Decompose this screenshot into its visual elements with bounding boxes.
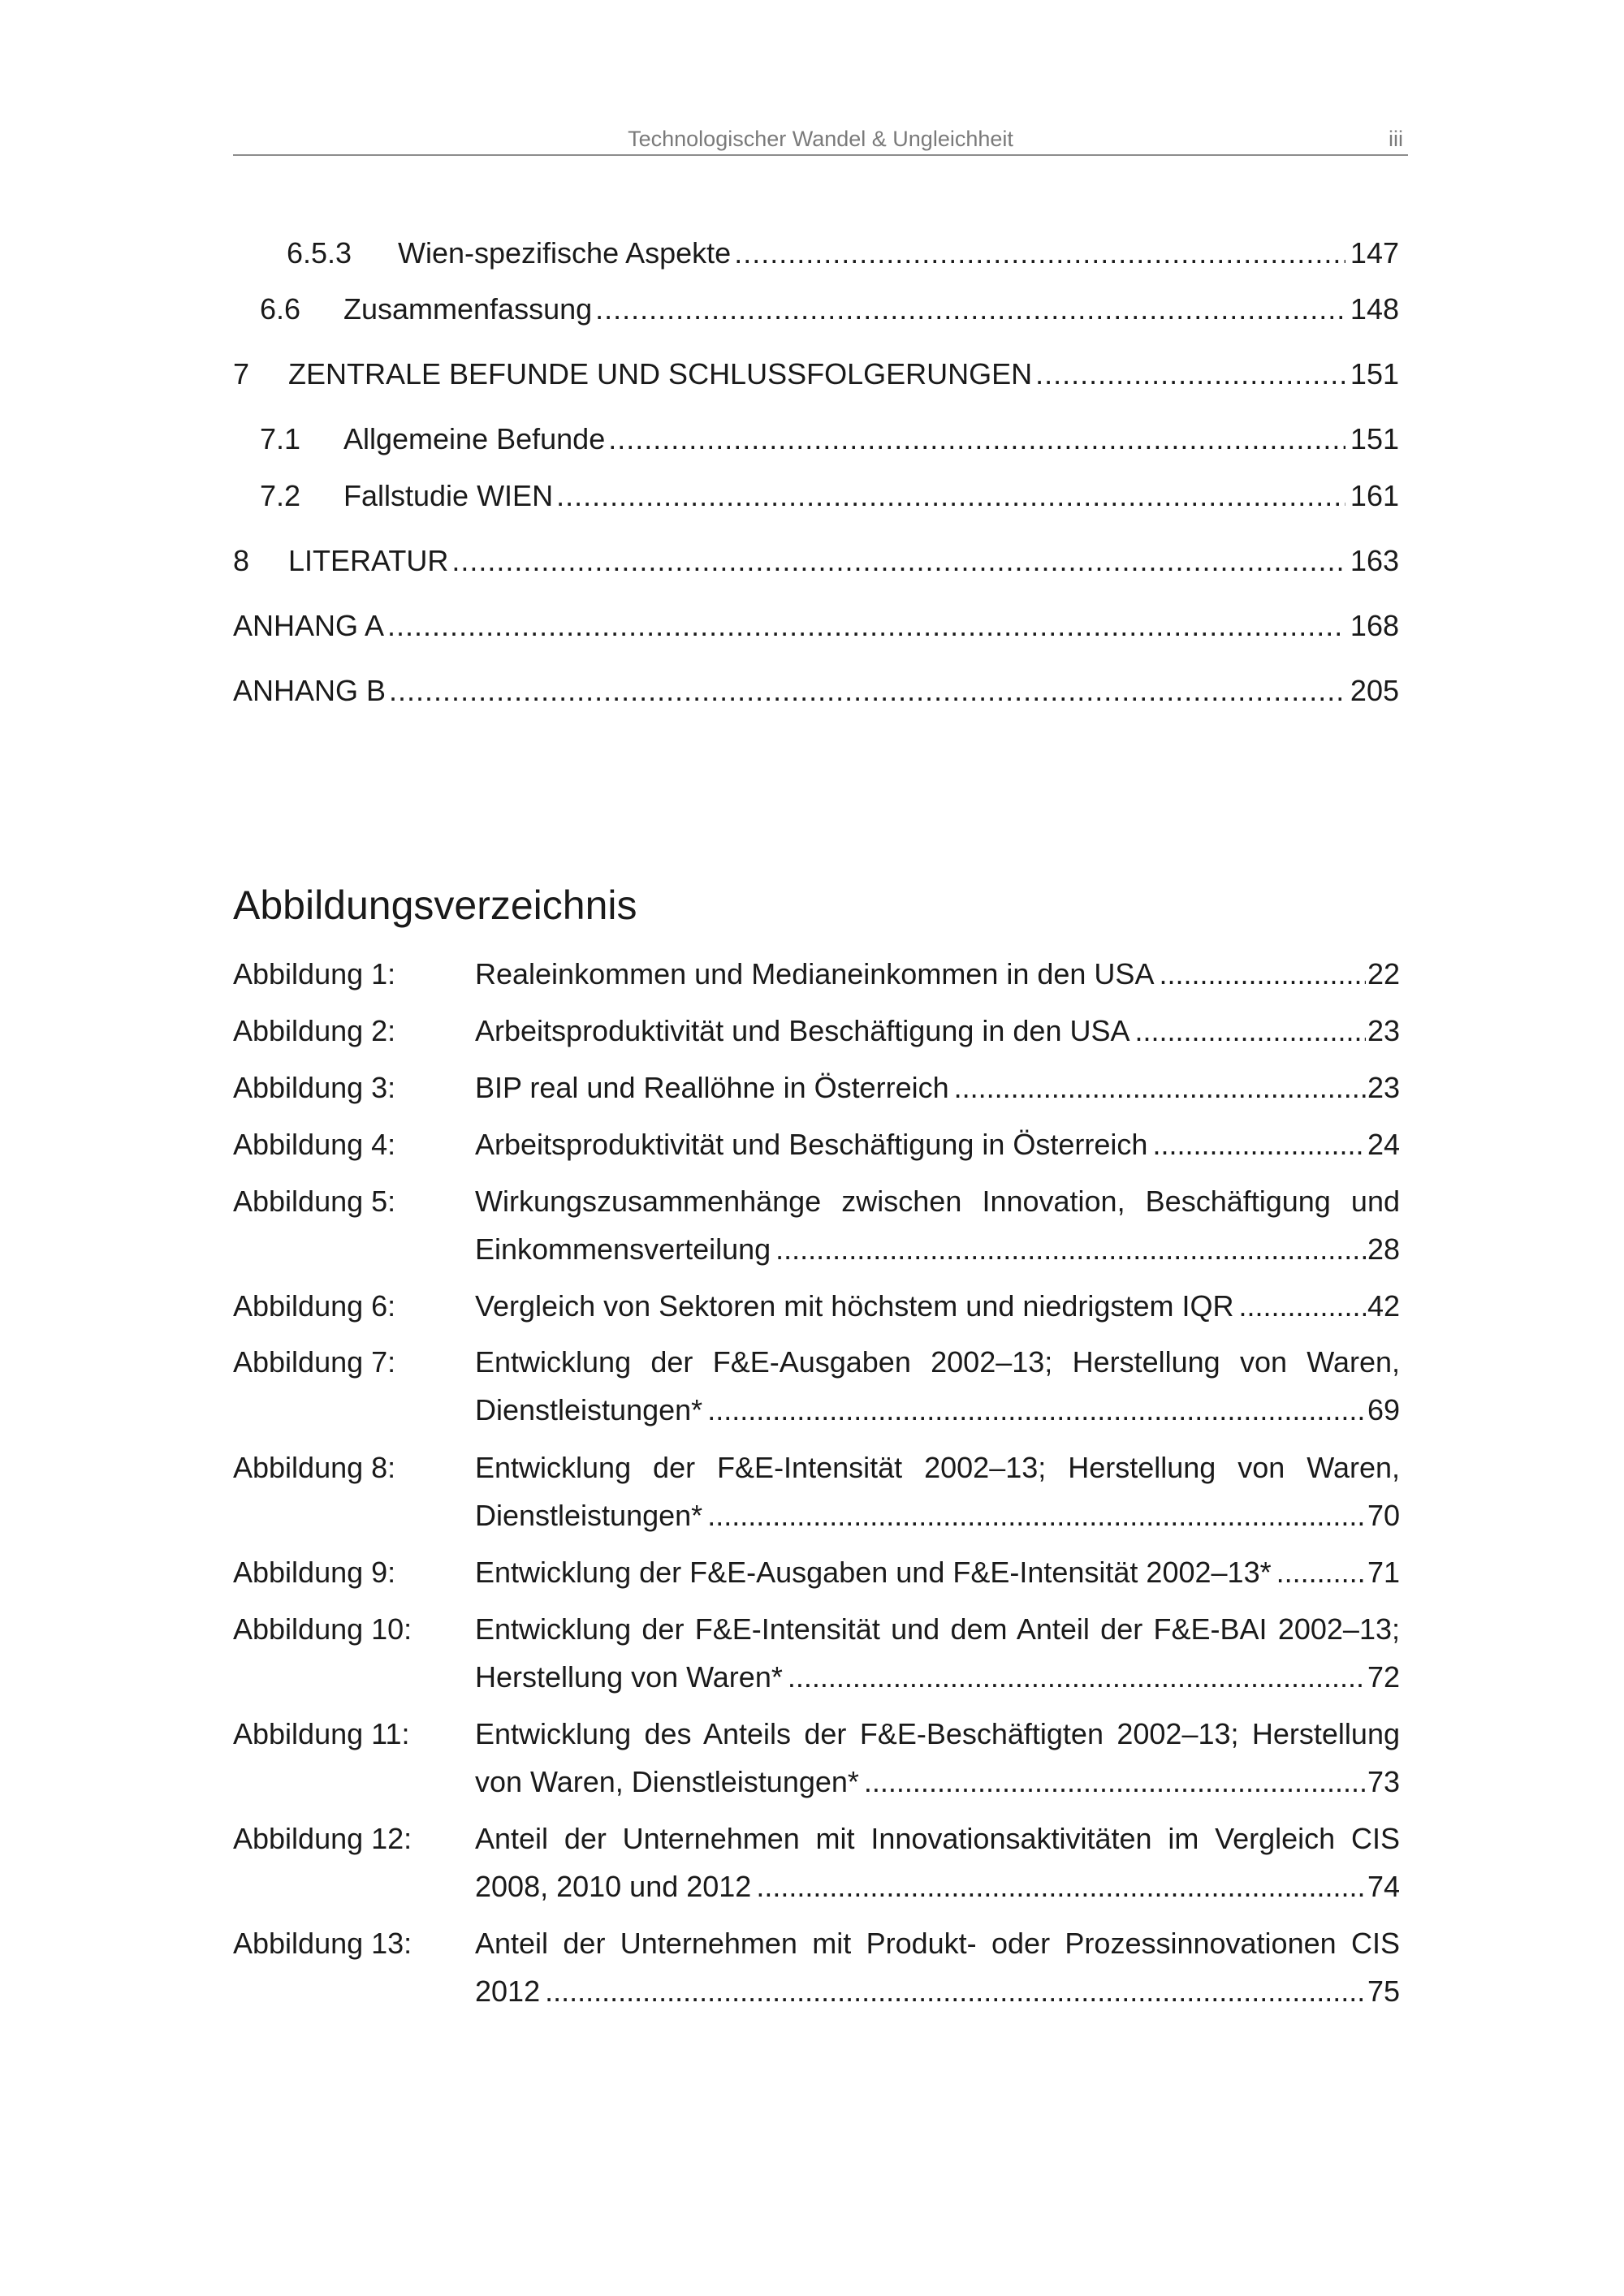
figure-leader [1152, 1120, 1366, 1168]
figure-label: Abbildung 2: [233, 1014, 396, 1047]
toc-entry-page: 147 [1350, 236, 1399, 270]
figure-title: Realeinkommen und Medianeinkommen in den USA [475, 957, 1155, 990]
figure-page: 74 [1367, 1870, 1400, 1903]
page-header [233, 123, 1408, 156]
figure-label: Abbildung 10: [233, 1612, 412, 1646]
toc-entry[interactable] [233, 673, 1399, 709]
figure-title-line1: Entwicklung der F&E-Intensität und dem Anteil der F&E-BAI 2002–13; [475, 1612, 1400, 1646]
toc-entry[interactable] [260, 421, 1399, 457]
header-title: Technologischer Wandel & Ungleichheit [628, 127, 1013, 151]
figure-title-line1: Entwicklung der F&E-Ausgaben 2002–13; Herstellung von Waren, [475, 1345, 1400, 1379]
figure-title-line1: Anteil der Unternehmen mit Innovationsaktivitäten im Vergleich CIS [475, 1822, 1400, 1855]
figure-label: Abbildung 4: [233, 1128, 396, 1161]
figure-title: Arbeitsproduktivität und Beschäftigung in Österreich [475, 1128, 1148, 1161]
figure-text [475, 1710, 1400, 1806]
figure-title-line2: Einkommensverteilung [475, 1232, 771, 1266]
figure-page: 75 [1367, 1974, 1400, 2008]
figure-title: Arbeitsproduktivität und Beschäftigung in den USA [475, 1014, 1130, 1047]
figure-label: Abbildung 7: [233, 1345, 396, 1379]
toc-entry[interactable] [287, 235, 1399, 271]
toc-entry-title: Zusammenfassung [343, 292, 593, 326]
figure-page: 23 [1367, 1014, 1400, 1047]
figure-label: Abbildung 9: [233, 1556, 396, 1589]
figure-title-line2: 2008, 2010 und 2012 [475, 1870, 752, 1903]
figure-title-line2: Dienstleistungen* [475, 1499, 703, 1532]
figure-page: 73 [1367, 1765, 1400, 1798]
figure-leader [1134, 1007, 1365, 1055]
toc-leader [1035, 356, 1345, 392]
figure-text [475, 950, 1400, 998]
toc-leader [451, 543, 1345, 579]
toc-leader [556, 478, 1345, 514]
figure-page: 22 [1367, 957, 1400, 990]
toc-entry-number: 6.6 [260, 292, 301, 326]
figures-heading: Abbildungsverzeichnis [233, 883, 637, 928]
figure-title: BIP real und Reallöhne in Österreich [475, 1071, 949, 1104]
toc-leader [608, 421, 1345, 457]
figure-title-line1: Entwicklung der F&E-Intensität 2002–13; Herstellung von Waren, [475, 1451, 1400, 1484]
toc-entry[interactable] [260, 291, 1399, 327]
figure-page: 71 [1367, 1556, 1400, 1589]
figure-title-line2: Dienstleistungen* [475, 1393, 703, 1426]
figure-leader [545, 1967, 1366, 2015]
toc-entry-title: Allgemeine Befunde [343, 422, 606, 455]
figure-text [475, 1815, 1400, 1910]
figure-leader [707, 1491, 1366, 1539]
figure-page: 70 [1367, 1499, 1400, 1532]
figure-title-line1: Anteil der Unternehmen mit Produkt- oder Prozessinnovationen CIS [475, 1927, 1400, 1960]
toc-entry-page: 163 [1350, 544, 1399, 577]
figure-text [475, 1444, 1400, 1539]
toc-entry-page: 151 [1350, 422, 1399, 455]
figure-page: 23 [1367, 1071, 1400, 1104]
figure-title-line2: Herstellung von Waren* [475, 1660, 783, 1694]
figure-text [475, 1120, 1400, 1168]
figure-leader [707, 1386, 1366, 1434]
toc-entry-title: Wien-spezifische Aspekte [398, 236, 732, 270]
toc-entry-number: 6.5.3 [287, 236, 352, 270]
figure-title: Vergleich von Sektoren mit höchstem und niedrigstem IQR [475, 1289, 1234, 1323]
figure-text [475, 1007, 1400, 1055]
figure-label: Abbildung 6: [233, 1289, 396, 1323]
toc-entry-title: ANHANG A [233, 609, 385, 642]
figure-title-line1: Entwicklung des Anteils der F&E-Beschäftigten 2002–13; Herstellung [475, 1717, 1400, 1750]
toc-entry-page: 161 [1350, 479, 1399, 512]
toc-entry-page: 151 [1350, 357, 1399, 391]
toc-entry-title: Fallstudie WIEN [343, 479, 554, 512]
figure-text [475, 1282, 1400, 1330]
toc-entry-title: LITERATUR [288, 544, 449, 577]
figure-label: Abbildung 3: [233, 1071, 396, 1104]
figure-leader [1159, 950, 1365, 998]
figure-page: 28 [1367, 1232, 1400, 1266]
header-page-number: iii [1389, 127, 1403, 151]
figure-leader [756, 1862, 1366, 1910]
toc-leader [387, 608, 1345, 644]
figure-text [475, 1338, 1400, 1434]
figure-leader [864, 1758, 1366, 1806]
figure-leader [1276, 1548, 1366, 1596]
toc-entry-page: 205 [1350, 674, 1399, 707]
toc-entry[interactable] [233, 356, 1399, 392]
toc-entry-number: 7.2 [260, 479, 301, 512]
figure-text [475, 1919, 1400, 2015]
figure-leader [788, 1653, 1366, 1701]
toc-entry[interactable] [233, 608, 1399, 644]
figure-label: Abbildung 8: [233, 1451, 396, 1484]
figure-title-line2: von Waren, Dienstleistungen* [475, 1765, 859, 1798]
toc-leader [389, 673, 1345, 709]
figure-title-line2: 2012 [475, 1974, 541, 2008]
figure-title-line1: Wirkungszusammenhänge zwischen Innovation, Beschäftigung und [475, 1185, 1400, 1218]
figure-page: 24 [1367, 1128, 1400, 1161]
figure-label: Abbildung 12: [233, 1822, 412, 1855]
toc-leader [734, 235, 1345, 271]
figure-leader [1238, 1282, 1366, 1330]
figure-page: 72 [1367, 1660, 1400, 1694]
figure-text [475, 1605, 1400, 1701]
figure-text [475, 1548, 1400, 1596]
figure-page: 69 [1367, 1393, 1400, 1426]
toc-entry-number: 7.1 [260, 422, 301, 455]
toc-entry-title: ANHANG B [233, 674, 387, 707]
toc-entry-number: 8 [233, 544, 250, 577]
toc-entry-page: 148 [1350, 292, 1399, 326]
toc-entry-title: ZENTRALE BEFUNDE UND SCHLUSSFOLGERUNGEN [288, 357, 1033, 391]
figure-leader [954, 1064, 1366, 1111]
figure-label: Abbildung 1: [233, 957, 396, 990]
toc-entry-number: 7 [233, 357, 250, 391]
figure-label: Abbildung 11: [233, 1717, 410, 1750]
figure-label: Abbildung 13: [233, 1927, 412, 1960]
figure-leader [775, 1225, 1366, 1273]
figure-text [475, 1177, 1400, 1273]
figure-text [475, 1064, 1400, 1111]
figure-title: Entwicklung der F&E-Ausgaben und F&E-Intensität 2002–13* [475, 1556, 1272, 1589]
toc-leader [595, 291, 1345, 327]
figure-label: Abbildung 5: [233, 1185, 396, 1218]
toc-entry[interactable] [233, 543, 1399, 579]
toc-entry-page: 168 [1350, 609, 1399, 642]
figure-page: 42 [1367, 1289, 1400, 1323]
toc-entry[interactable] [260, 478, 1399, 514]
